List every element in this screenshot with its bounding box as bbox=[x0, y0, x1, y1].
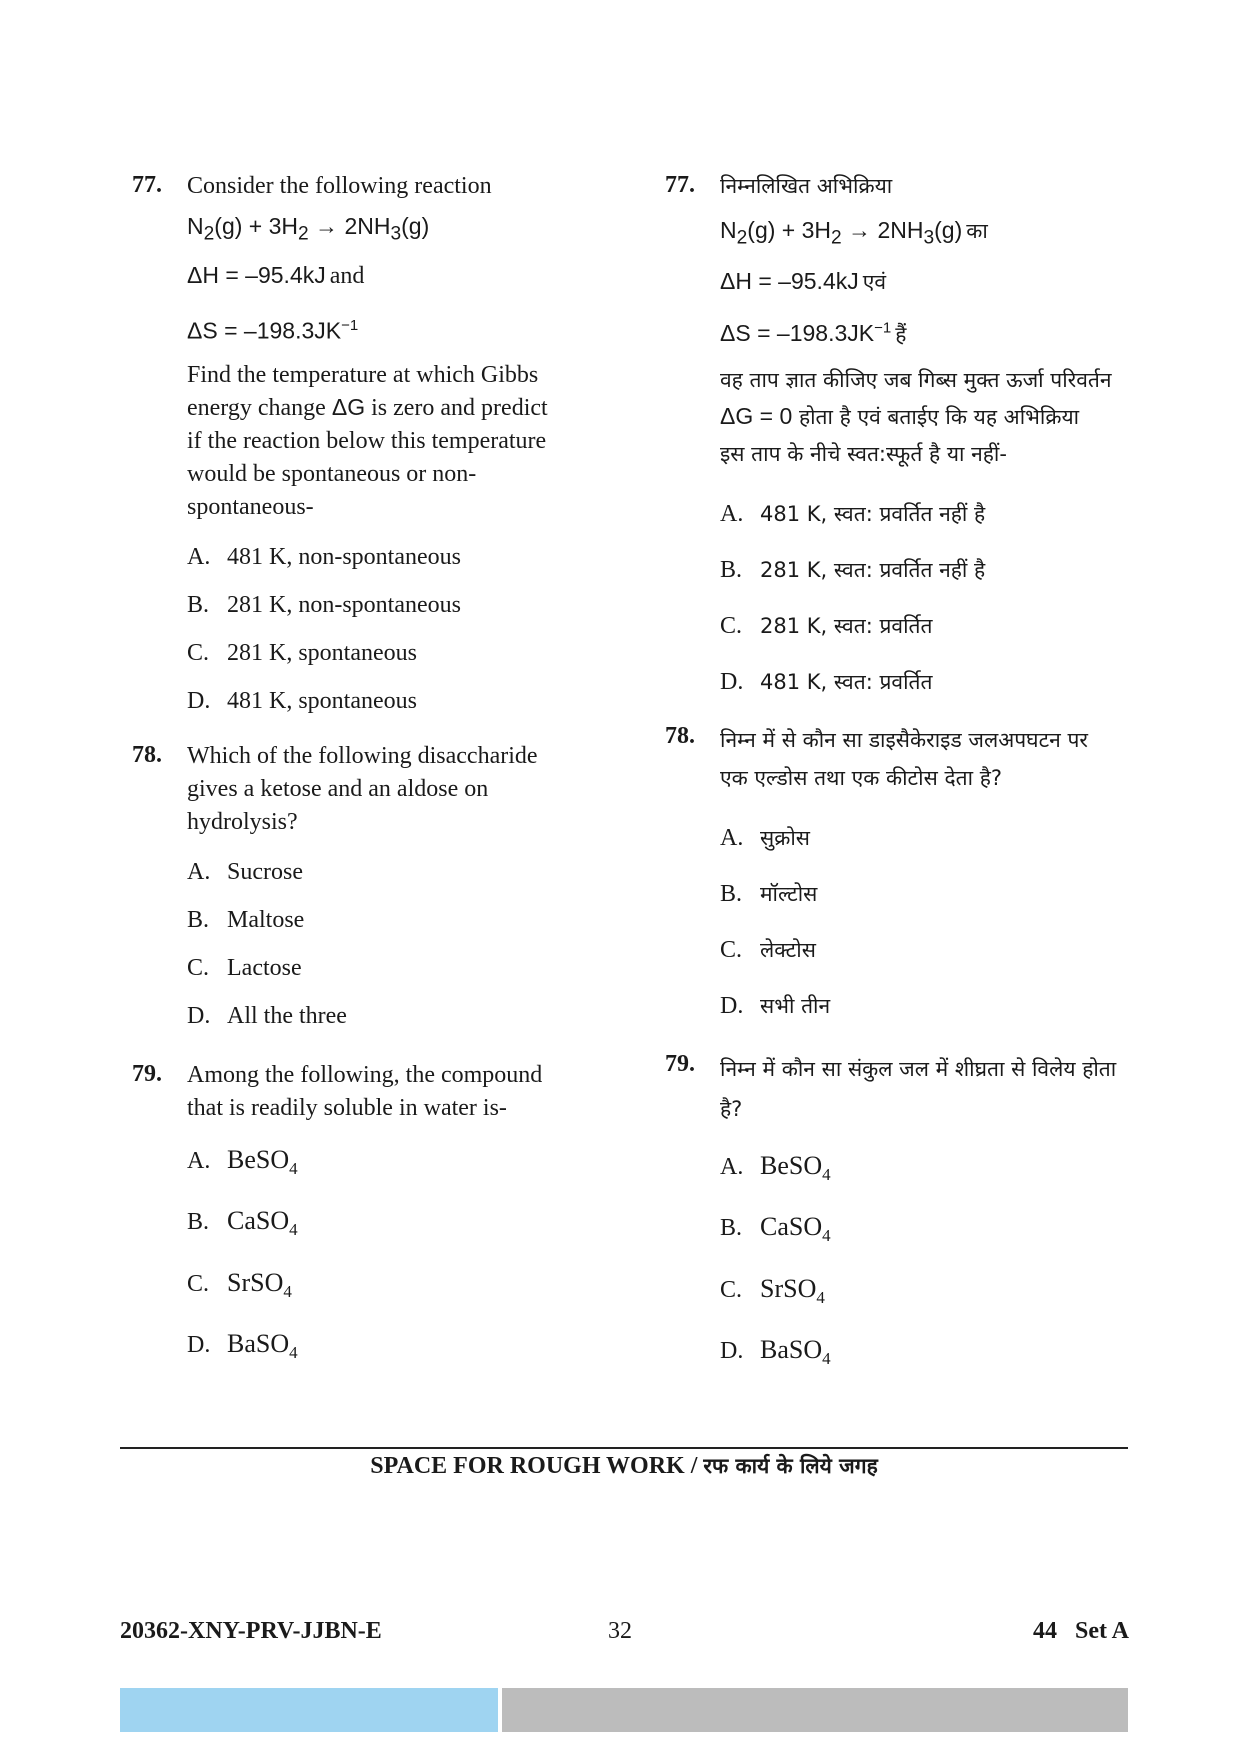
question-78-en bbox=[132, 740, 632, 1031]
rough-work-heading: SPACE FOR ROUGH WORK / रफ कार्य के लिये जगह bbox=[370, 1453, 878, 1479]
option-b[interactable]: B. CaSO$_4$ bbox=[720, 1212, 831, 1246]
options-list bbox=[187, 1145, 632, 1368]
options-list bbox=[187, 857, 632, 1031]
question-number: 79. bbox=[665, 1051, 695, 1078]
entropy-line: $\Delta S = -198.3JK^{-1}$ bbox=[187, 316, 359, 344]
option-b[interactable]: B. मॉल्टोस bbox=[720, 881, 818, 908]
option-d[interactable]: D. 481 K, spontaneous bbox=[187, 688, 417, 715]
option-a[interactable]: A. Sucrose bbox=[187, 859, 303, 886]
question-79-hi bbox=[665, 1049, 1135, 1374]
entropy-line: $\Delta S = -198.3JK^{-1}$ हैं bbox=[720, 319, 907, 347]
footer-bar-gray bbox=[502, 1688, 1128, 1732]
option-c[interactable]: C. SrSO$_4$ bbox=[187, 1267, 292, 1301]
options-list bbox=[720, 499, 1135, 697]
option-a[interactable]: A. 481 K, non-spontaneous bbox=[187, 544, 461, 571]
footer-bar-blue bbox=[120, 1688, 498, 1732]
question-stem: Which of the following disaccharide gives a ketose and an aldose on hydrolysis? bbox=[187, 743, 538, 836]
page-number: 32 bbox=[608, 1618, 632, 1644]
question-number: 79. bbox=[132, 1061, 162, 1088]
reaction-equation: $N_2(g) + 3H_2 \to 2NH_3(g)$ bbox=[187, 213, 430, 245]
question-number: 78. bbox=[132, 742, 162, 769]
option-a[interactable]: A. BeSO$_4$ bbox=[720, 1151, 831, 1185]
options-list bbox=[187, 542, 632, 716]
question-77-hi bbox=[665, 170, 1135, 697]
question-stem: निम्न में कौन सा संकुल जल में शीघ्रता से विलेय होता है? bbox=[720, 1057, 1117, 1122]
question-stem: निम्न में से कौन सा डाइसैकेराइड जलअपघटन पर एक एल्डोस तथा एक कीटोस देता है? bbox=[720, 728, 1089, 791]
option-c[interactable]: C. 281 K, स्वत: प्रवर्तित bbox=[720, 613, 933, 640]
reaction-equation: $N_2(g) + 3H_2 \to 2NH_3(g)$ का bbox=[720, 217, 988, 249]
question-stem: वह ताप ज्ञात कीजिए जब गिब्स मुक्त ऊर्जा परिवर्तन ΔG = 0 होता है एवं बताईए कि यह अभिक्रिया इस ताप के नीचे स्वत:स्फूर्त है या नहीं- bbox=[720, 368, 1112, 467]
option-c[interactable]: C. लेक्टोस bbox=[720, 937, 816, 964]
option-a[interactable]: A. BeSO$_4$ bbox=[187, 1145, 298, 1179]
rough-work-divider bbox=[120, 1447, 1128, 1449]
option-b[interactable]: B. 281 K, non-spontaneous bbox=[187, 592, 461, 619]
question-stem: Among the following, the compound that is readily soluble in water is- bbox=[187, 1062, 543, 1122]
option-d[interactable]: D. BaSO$_4$ bbox=[187, 1328, 298, 1362]
question-79-en bbox=[132, 1059, 632, 1368]
enthalpy-line: ΔH = –95.4kJ एवं bbox=[720, 267, 887, 294]
option-b[interactable]: B. CaSO$_4$ bbox=[187, 1206, 298, 1240]
option-b[interactable]: B. Maltose bbox=[187, 907, 305, 934]
option-d[interactable]: D. BaSO$_4$ bbox=[720, 1334, 831, 1368]
options-list bbox=[720, 823, 1135, 1021]
question-78-hi bbox=[665, 721, 1135, 1021]
question-number: 77. bbox=[665, 172, 695, 198]
question-stem: Find the temperature at which Gibbs energy change ΔG is zero and predict if the reaction below this temperature would be spontaneous or non-spontaneous- bbox=[187, 362, 548, 521]
question-number: 77. bbox=[132, 172, 162, 198]
set-label: 44 Set A bbox=[1033, 1618, 1129, 1644]
option-a[interactable]: A. 481 K, स्वत: प्रवर्तित नहीं है bbox=[720, 501, 986, 528]
option-a[interactable]: A. सुक्रोस bbox=[720, 825, 810, 852]
english-column bbox=[132, 170, 632, 1368]
option-d[interactable]: D. सभी तीन bbox=[720, 993, 831, 1020]
question-intro: निम्नलिखित अभिक्रिया bbox=[720, 174, 893, 198]
option-d[interactable]: D. All the three bbox=[187, 1003, 347, 1030]
hindi-column bbox=[665, 170, 1135, 1374]
option-c[interactable]: C. Lactose bbox=[187, 955, 302, 982]
enthalpy-line: ΔH = –95.4kJ and bbox=[187, 261, 365, 289]
option-c[interactable]: C. SrSO$_4$ bbox=[720, 1273, 825, 1307]
booklet-code: 20362-XNY-PRV-JJBN-E bbox=[120, 1618, 382, 1644]
option-c[interactable]: C. 281 K, spontaneous bbox=[187, 640, 417, 667]
options-list bbox=[720, 1151, 1135, 1374]
question-77-en bbox=[132, 170, 632, 716]
option-d[interactable]: D. 481 K, स्वत: प्रवर्तित bbox=[720, 669, 933, 696]
question-number: 78. bbox=[665, 723, 695, 750]
question-intro: Consider the following reaction bbox=[187, 173, 492, 199]
option-b[interactable]: B. 281 K, स्वत: प्रवर्तित नहीं है bbox=[720, 557, 986, 584]
